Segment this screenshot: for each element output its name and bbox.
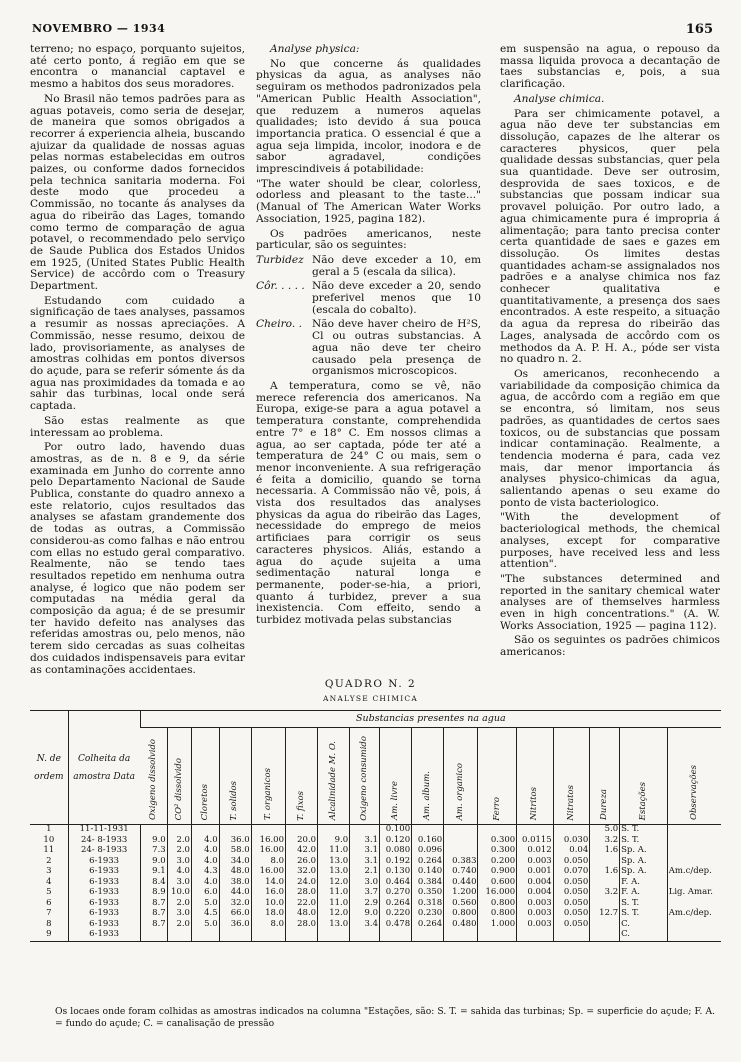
value-cell: 12.0 (318, 909, 350, 920)
column-header (318, 728, 350, 825)
value-cell: 4.3 (191, 867, 219, 878)
value-cell: 0.001 (517, 867, 554, 878)
value-cell: 4.0 (191, 836, 219, 847)
value-cell: 4.0 (191, 878, 219, 889)
value-cell (444, 846, 478, 857)
value-cell: 0.070 (553, 867, 590, 878)
value-cell: 0.004 (517, 888, 554, 899)
value-cell: 0.264 (412, 857, 444, 868)
date-cell: 24- 8-1933 (68, 836, 140, 847)
value-cell: 8.4 (140, 878, 167, 889)
value-cell: 0.600 (478, 878, 517, 889)
value-cell (140, 825, 167, 836)
value-cell: 8.0 (251, 920, 285, 931)
value-cell: 3.2 (590, 888, 620, 899)
date-cell: 11-11-1931 (68, 825, 140, 836)
value-cell: 16.00 (251, 846, 285, 857)
table-row (30, 920, 721, 931)
value-cell: 0.192 (380, 857, 412, 868)
value-cell: 3.0 (167, 878, 191, 889)
section-heading: Analyse chimica. (514, 92, 605, 105)
header-text: Am. organico (455, 763, 466, 821)
table-row (30, 878, 721, 889)
value-cell: 0.478 (380, 920, 412, 931)
value-cell: 1.6 (590, 867, 620, 878)
value-cell: 0.003 (517, 899, 554, 910)
value-cell (350, 825, 380, 836)
paragraph: No que concerne ás qualidades physicas da agua, as analyses não seguiram os methodos padronizados pela "American Public Health Association", que reduzem a numeros aquelas qualidades; isto devido á sua pouca importancia pratica. O essencial é que a agua seja limpida, incolor, inodora e de sabor agradavel, condições imprescindiveis á potabilidade: (256, 57, 481, 176)
value-cell: 28.0 (286, 888, 318, 899)
value-cell: 20.0 (286, 836, 318, 847)
order-cell: 7 (46, 908, 52, 919)
paragraph: em suspensão na agua, o repouso da massa liquida provoca a decantação de taes substancias e, pois, a sua clarificação. (500, 43, 720, 91)
value-cell: 1.200 (444, 888, 478, 899)
value-cell: 3.0 (167, 909, 191, 920)
header-text: CO² dissolvido (173, 758, 184, 821)
value-cell (251, 930, 285, 941)
value-cell (667, 825, 721, 836)
page-number: 165 (685, 22, 713, 37)
value-cell (590, 878, 620, 889)
chemical-analysis-table (30, 710, 721, 942)
table-row (30, 930, 721, 941)
value-cell (167, 825, 191, 836)
value-cell: 0.300 (478, 836, 517, 847)
paragraph: Estudando com cuidado a significação de taes analyses, passamos a resumir as nossas apreciações. A Commissão, nesse resumo, deixou de lado, provisoriamente, as analyses de amostras colhidas em pontos diversos do açude, para se referir sómente ás da agua nas proximidades da tomada e ao sahir das turbinas, local onde será captada. (30, 294, 245, 413)
substances-supertitle: Substancias presentes na agua (140, 711, 721, 728)
order-cell: 11 (43, 845, 55, 856)
value-cell: 26.0 (286, 857, 318, 868)
value-cell (318, 825, 350, 836)
value-cell: 3.1 (350, 836, 380, 847)
value-cell: 2.0 (167, 836, 191, 847)
value-cell: 9.0 (140, 836, 167, 847)
order-cell: 6 (46, 897, 52, 908)
header-text: Nitratos (565, 784, 576, 821)
value-cell: 16.00 (251, 867, 285, 878)
header-text: Oxigeno dissolvido (147, 739, 158, 821)
order-cell: 8 (46, 918, 52, 929)
table-row (30, 846, 721, 857)
value-cell: 0.050 (553, 878, 590, 889)
value-cell: 0.383 (444, 857, 478, 868)
value-cell: C. (620, 920, 668, 931)
order-cell: 5 (46, 887, 52, 898)
value-cell (590, 899, 620, 910)
value-cell (286, 825, 318, 836)
value-cell: 38.0 (219, 878, 251, 889)
table-body (30, 825, 721, 942)
value-cell: 8.0 (251, 857, 285, 868)
value-cell (667, 899, 721, 910)
column-header (667, 728, 721, 825)
value-cell: 8.9 (140, 888, 167, 899)
value-cell: 8.7 (140, 920, 167, 931)
col-header-order (30, 711, 68, 825)
value-cell: 0.100 (380, 825, 412, 836)
value-cell: 0.464 (380, 878, 412, 889)
date-cell: 6-1933 (68, 920, 140, 931)
column-header (191, 728, 219, 825)
value-cell (219, 825, 251, 836)
value-cell: S. T. (620, 825, 668, 836)
value-cell: 0.800 (444, 909, 478, 920)
value-cell: 3.0 (167, 857, 191, 868)
value-cell: 9.0 (140, 857, 167, 868)
paragraph: No Brasil não temos padrões para as aguas potaveis, como seria de desejar, de maneira que somos obrigados a recorrer á experiencia alheia, buscando ajuizar da qualidade de nossas aguas pelas normas estabelecidas em outros paizes, ou conforme dados fornecidos pela technica sanitaria moderna. Foi deste modo que procedeu a Commissão, no tocante ás analyses da agua do ribeirão das Lages, tomando como termo de comparação de agua potavel, o recommendado pelo serviço de Saude Publica dos Estados Unidos em 1925, (United States Public Health Service) de accôrdo com o Treasury Department. (30, 92, 245, 293)
table-row (30, 867, 721, 878)
value-cell: 0.003 (517, 909, 554, 920)
order-cell: 1 (46, 824, 52, 835)
value-cell (167, 930, 191, 941)
value-cell (667, 930, 721, 941)
text-column-3 (500, 44, 720, 662)
standard-value: Não deve exceder a 10, em geral a 5 (escala da silica). (312, 253, 481, 278)
order-cell: 4 (46, 876, 52, 887)
column-header (412, 728, 444, 825)
paragraph: São os seguintes os padrões chimicos americanos: (500, 634, 720, 659)
value-cell: 13.0 (318, 920, 350, 931)
value-cell: 32.0 (219, 899, 251, 910)
value-cell: 0.096 (412, 846, 444, 857)
value-cell: 4.5 (191, 909, 219, 920)
value-cell: 8.7 (140, 899, 167, 910)
value-cell (590, 920, 620, 931)
value-cell: 0.300 (478, 846, 517, 857)
column-header (620, 728, 668, 825)
value-cell: 11.0 (318, 888, 350, 899)
value-cell: 3.2 (590, 836, 620, 847)
value-cell: 6.0 (191, 888, 219, 899)
value-cell (286, 930, 318, 941)
value-cell (191, 825, 219, 836)
value-cell: 0.740 (444, 867, 478, 878)
header-text: Estações (637, 782, 648, 821)
value-cell: 3.1 (350, 857, 380, 868)
paragraph: Os padrões americanos, neste particular, são os seguintes: (256, 227, 481, 252)
block-quote: "The water should be clear, colorless, odorless and pleasant to the taste..." (Manual of The American Water Works Association, 1925, pagina 182). (256, 177, 481, 225)
value-cell (444, 930, 478, 941)
value-cell: 13.0 (318, 857, 350, 868)
date-cell: 6-1933 (68, 878, 140, 889)
order-cell: 10 (43, 834, 55, 845)
value-cell: 0.264 (380, 899, 412, 910)
header-text: T. fixos (295, 790, 306, 821)
value-cell: 0.012 (517, 846, 554, 857)
header-text: Oxigeno consumido (358, 735, 369, 821)
value-cell: 0.050 (553, 909, 590, 920)
value-cell: 0.050 (553, 920, 590, 931)
value-cell: 0.130 (380, 867, 412, 878)
value-cell (412, 930, 444, 941)
value-cell (667, 857, 721, 868)
value-cell: S. T. (620, 899, 668, 910)
paragraph: Os americanos, reconhecendo a variabilidade da composição chimica da agua, de accôrdo com a região em que se encontra, só limitam, nos seus padrões, as quantidades de certos saes toxicos, ou de substancias que possam indicar contaminação. Realmente, a tendencia moderna é para, cada vez mais, dar menor importancia ás analyses physico-chimicas da agua, salientando apenas o seu exame do ponto de vista bacteriologico. (500, 367, 720, 509)
running-header: NOVEMBRO — 1934 (32, 22, 166, 35)
value-cell: 2.0 (167, 846, 191, 857)
value-cell: 1.6 (590, 846, 620, 857)
column-header (251, 728, 285, 825)
table-footnote: Os locaes onde foram colhidas as amostras indicados na columna "Estações, são: S. T. = sahida das turbinas; Sp. = superficie do açude; F. A. = fundo do açude; C. = canalisação de pressão (55, 1006, 715, 1029)
col-header-date (68, 711, 140, 825)
value-cell (517, 930, 554, 941)
value-cell: 32.0 (286, 867, 318, 878)
column-header (286, 728, 318, 825)
column-header (517, 728, 554, 825)
value-cell: 42.0 (286, 846, 318, 857)
value-cell: 1.000 (478, 920, 517, 931)
standard-value: Não deve haver cheiro de H²S, Cl ou outras substancias. A agua não deve ter cheiro causado pela presença de organismos microscopicos. (312, 318, 481, 378)
value-cell: 0.384 (412, 878, 444, 889)
value-cell: 58.0 (219, 846, 251, 857)
value-cell: 0.080 (380, 846, 412, 857)
value-cell (553, 930, 590, 941)
standard-key: Côr. . . . . (256, 280, 305, 293)
value-cell: 0.050 (553, 888, 590, 899)
value-cell: 7.3 (140, 846, 167, 857)
date-cell: 6-1933 (68, 930, 140, 941)
table-row (30, 909, 721, 920)
value-cell: 36.0 (219, 920, 251, 931)
value-cell: 0.440 (444, 878, 478, 889)
column-header (553, 728, 590, 825)
value-cell: 9.1 (140, 867, 167, 878)
table-title: QUADRO N. 2 (324, 678, 417, 690)
value-cell: 0.230 (412, 909, 444, 920)
value-cell (380, 930, 412, 941)
value-cell: 3.4 (350, 920, 380, 931)
order-cell: 9 (30, 930, 68, 941)
header-text: Nitritos (529, 787, 540, 821)
value-cell: 48.0 (286, 909, 318, 920)
header-text: Alcalinidade M. O. (327, 741, 338, 821)
value-cell: 10.0 (251, 899, 285, 910)
value-cell: 9.0 (350, 909, 380, 920)
value-cell: 28.0 (286, 920, 318, 931)
value-cell: 0.120 (380, 836, 412, 847)
standard-item (256, 319, 481, 378)
value-cell: S. T. (620, 836, 668, 847)
table-row (30, 899, 721, 910)
standard-item (256, 255, 481, 278)
column-header (219, 728, 251, 825)
order-cell: 2 (46, 855, 52, 866)
text-column-2 (256, 44, 481, 630)
value-cell (140, 930, 167, 941)
standard-key: Turbidez (256, 253, 304, 266)
date-cell: 6-1933 (68, 867, 140, 878)
value-cell (667, 878, 721, 889)
table-subtitle: ANALYSE CHIMICA (323, 694, 418, 703)
header-text: N. de ordem (34, 753, 64, 782)
standard-value: Não deve exceder a 20, sendo preferivel menos que 10 (escala do cobalto). (312, 280, 481, 316)
value-cell: 0.350 (412, 888, 444, 899)
date-cell: 24- 8-1933 (68, 846, 140, 857)
value-cell: 3.7 (350, 888, 380, 899)
value-cell (590, 930, 620, 941)
header-text: Cloretos (199, 784, 210, 821)
value-cell: 12.0 (318, 878, 350, 889)
value-cell: 0.800 (478, 909, 517, 920)
value-cell (667, 846, 721, 857)
value-cell: 0.050 (553, 899, 590, 910)
value-cell: 13.0 (318, 867, 350, 878)
value-cell: 0.160 (412, 836, 444, 847)
value-cell: 10.0 (167, 888, 191, 899)
value-cell: 0.270 (380, 888, 412, 899)
value-cell: 0.003 (517, 920, 554, 931)
value-cell (667, 836, 721, 847)
value-cell: 22.0 (286, 899, 318, 910)
header-text: T. organicos (262, 768, 273, 821)
value-cell (478, 930, 517, 941)
value-cell: 4.0 (191, 857, 219, 868)
value-cell: 48.0 (219, 867, 251, 878)
value-cell (667, 920, 721, 931)
column-header (444, 728, 478, 825)
table-row (30, 857, 721, 868)
table-row (30, 888, 721, 899)
value-cell: 11.0 (318, 899, 350, 910)
value-cell: 0.04 (553, 846, 590, 857)
value-cell: 66.0 (219, 909, 251, 920)
value-cell: 14.0 (251, 878, 285, 889)
value-cell: 4.0 (191, 846, 219, 857)
value-cell: 5.0 (590, 825, 620, 836)
value-cell: Sp. A. (620, 857, 668, 868)
date-cell: 6-1933 (68, 899, 140, 910)
value-cell: 2.9 (350, 899, 380, 910)
standard-item (256, 281, 481, 316)
value-cell: 12.7 (590, 909, 620, 920)
text-column-1 (30, 44, 245, 679)
value-cell: Am.c/dep. (667, 867, 721, 878)
value-cell: 0.318 (412, 899, 444, 910)
value-cell: Sp. A. (620, 867, 668, 878)
value-cell (318, 930, 350, 941)
header-text: T. solidos (229, 780, 240, 821)
value-cell: 11.0 (318, 846, 350, 857)
value-cell (517, 825, 554, 836)
table-row (30, 825, 721, 836)
value-cell: 44.0 (219, 888, 251, 899)
value-cell (191, 930, 219, 941)
value-cell (219, 930, 251, 941)
value-cell: Sp. A. (620, 846, 668, 857)
value-cell: 2.0 (167, 899, 191, 910)
value-cell (590, 857, 620, 868)
value-cell: Am.c/dep. (667, 909, 721, 920)
value-cell: Lig. Amar. (667, 888, 721, 899)
paragraph: A temperatura, como se vê, não merece referencia dos americanos. Na Europa, exige-se para a agua potavel a temperatura constante, comprehendida entre 7° e 18° C. Em nossos climas a agua, ao ser captada, póde ter até a temperatura de 24° C ou mais, sem o menor inconveniente. A sua refrigeração é feita a domicilio, quando se torna necessaria. A Commissão não vê, pois, á vista dos resultados das analyses physicas da agua do ribeirão das Lages, necessidade do emprego de meios artificiaes para corrigir os seus caracteres physicos. Aliás, estando a agua do açude sujeita a uma sedimentação natural longa e permanente, poder-se-hia, a priori, quanto á turbidez, prever a sua inexistencia. Com effeito, sendo a turbidez motivada pelas substancias (256, 379, 481, 627)
value-cell: 0.480 (444, 920, 478, 931)
value-cell: 0.003 (517, 857, 554, 868)
value-cell: 3.0 (350, 878, 380, 889)
paragraph: Para ser chimicamente potavel, a agua não deve ter substancias em dissolução, capazes de lhe alterar os caracteres physicos, quer pela qualidade dessas substancias, quer pela sua quantidade. Deve ser outrosim, desprovida de saes toxicos, e de substancias que possam indicar sua provavel poluição. Por outro lado, a agua chimicamente pura é impropria á alimentação; para tanto precisa conter certa quantidade de saes e gazes em dissolução. Os limites destas quantidades acham-se assignalados nos padrões e a analyse chimica nos faz conhecer qualitativa e quantitativamente, a presença dos saes encontrados. A este respeito, a situação da agua da represa do ribeirão das Lages, analysada de accôrdo com os methodos da A. P. H. A., póde ser vista no quadro n. 2. (500, 107, 720, 366)
block-quote: "With the development of bacteriological methods, the chemical analyses, except for comparative purposes, have received less and less attention". (500, 511, 720, 571)
column-header (478, 728, 517, 825)
date-cell: 6-1933 (68, 888, 140, 899)
value-cell: 0.030 (553, 836, 590, 847)
date-cell: 6-1933 (68, 857, 140, 868)
value-cell: 0.264 (412, 920, 444, 931)
block-quote: "The substances determined and reported in the sanitary chemical water analyses are of themselves harmless even in high concentrations." (A. W. Works Association, 1925 — pagina 112). (500, 572, 720, 632)
value-cell: 2.0 (167, 920, 191, 931)
value-cell: 0.200 (478, 857, 517, 868)
value-cell (478, 825, 517, 836)
standard-key: Cheiro. . (256, 318, 302, 331)
column-header (350, 728, 380, 825)
value-cell: 0.220 (380, 909, 412, 920)
value-cell: 16.0 (251, 888, 285, 899)
header-text: Ferro (491, 796, 502, 821)
value-cell: 16.00 (251, 836, 285, 847)
paragraph: São estas realmente as que interessam ao problema. (30, 414, 245, 439)
value-cell: S. T. (620, 909, 668, 920)
value-cell (251, 825, 285, 836)
value-cell: 8.7 (140, 909, 167, 920)
value-cell (350, 930, 380, 941)
value-cell: 16.000 (478, 888, 517, 899)
order-cell: 3 (46, 866, 52, 877)
value-cell (444, 825, 478, 836)
value-cell: 18.0 (251, 909, 285, 920)
header-text: Am. album. (421, 771, 432, 821)
value-cell: 0.900 (478, 867, 517, 878)
value-cell: 5.0 (191, 899, 219, 910)
value-cell: 0.560 (444, 899, 478, 910)
value-cell: 3.1 (350, 846, 380, 857)
value-cell: 34.0 (219, 857, 251, 868)
value-cell (412, 825, 444, 836)
column-header (590, 728, 620, 825)
header-text: Colheita da amostra Data (73, 753, 135, 782)
value-cell (444, 836, 478, 847)
header-text: Dureza (598, 789, 609, 821)
value-cell (553, 825, 590, 836)
value-cell: 0.140 (412, 867, 444, 878)
paragraph: terreno; no espaço, porquanto sujeitos, até certo ponto, á região em que se encontra o manancial captavel e mesmo a habitos dos seus moradores. (30, 43, 245, 91)
value-cell: 4.0 (167, 867, 191, 878)
column-header (140, 728, 167, 825)
value-cell: 0.004 (517, 878, 554, 889)
header-text: Observações (688, 765, 699, 821)
value-cell: 9.0 (318, 836, 350, 847)
value-cell: 0.050 (553, 857, 590, 868)
value-cell: 0.800 (478, 899, 517, 910)
date-cell: 6-1933 (68, 909, 140, 920)
value-cell: 0.0115 (517, 836, 554, 847)
value-cell: F. A. (620, 878, 668, 889)
value-cell: 36.0 (219, 836, 251, 847)
value-cell: F. A. (620, 888, 668, 899)
value-cell: 5.0 (191, 920, 219, 931)
column-header (167, 728, 191, 825)
value-cell: 2.1 (350, 867, 380, 878)
column-header (380, 728, 412, 825)
paragraph: Por outro lado, havendo duas amostras, as de n. 8 e 9, da série examinada em Junho do corrente anno pelo Departamento Nacional de Saude Publica, constante do quadro annexo a este relatorio, cujos resultados das analyses se afastam grandemente dos de todas as outras, a Commissão considerou-as como falhas e não entrou com ellas no estudo geral comparativo. Realmente, não se tendo taes resultados repetido em nenhuma outra analyse, é logico que não podem ser computadas na média geral da composição da agua; é de se presumir ter havido defeito nas analyses das referidas amostras ou, pelo menos, não terem sido cercadas as suas colheitas dos cuidados indispensaveis para evitar as contaminações accidentaes. (30, 441, 245, 676)
value-cell: 24.0 (286, 878, 318, 889)
section-heading: Analyse physica: (270, 43, 360, 55)
header-text: Am. livre (389, 781, 400, 821)
value-cell: C. (620, 930, 668, 941)
table-row (30, 836, 721, 847)
